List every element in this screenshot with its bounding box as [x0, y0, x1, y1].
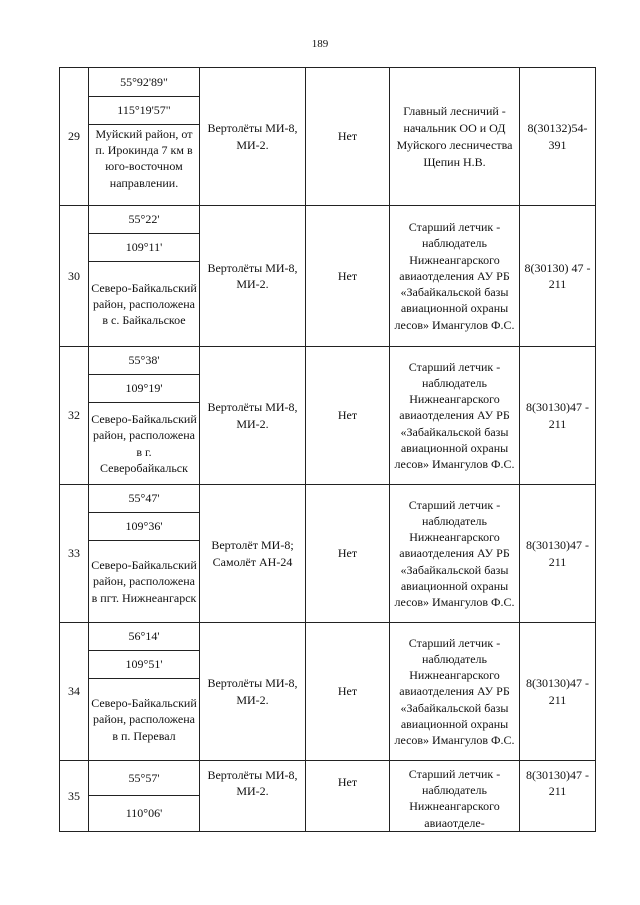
longitude-cell: 109°51': [89, 651, 200, 679]
location-cell: Северо-Байкальский район, расположена в п. Перевал: [89, 679, 200, 761]
row-number: 30: [60, 206, 89, 347]
phone-cell: 8(30130)47 - 211: [520, 761, 596, 832]
table-row: [60, 68, 596, 97]
presence-cell: Нет: [306, 623, 390, 761]
aircraft-cell: Вертолёты МИ-8, МИ-2.: [200, 347, 306, 485]
aircraft-cell: Вертолёты МИ-8, МИ-2.: [200, 68, 306, 206]
longitude-cell: 115°19'57": [89, 97, 200, 125]
contact-cell: Старший летчик - наблюдатель Нижнеангарского авиаотделения АУ РБ «Забайкальской базы авиационной охраны лесов» Имангулов Ф.С.: [390, 347, 520, 485]
table-row: [60, 761, 596, 796]
contact-cell: Старший летчик - наблюдатель Нижнеангарского авиаотделения АУ РБ «Забайкальской базы авиационной охраны лесов» Имангулов Ф.С.: [390, 623, 520, 761]
phone-cell: 8(30130) 47 - 211: [520, 206, 596, 347]
longitude-cell: 109°11': [89, 234, 200, 262]
latitude-cell: 55°92'89": [89, 68, 200, 97]
latitude-cell: 55°47': [89, 485, 200, 513]
longitude-cell: 109°36': [89, 513, 200, 541]
latitude-cell: 55°22': [89, 206, 200, 234]
phone-cell: 8(30132)54-391: [520, 68, 596, 206]
phone-cell: 8(30130)47 - 211: [520, 485, 596, 623]
row-number: 29: [60, 68, 89, 206]
row-number: 35: [60, 761, 89, 832]
aircraft-cell: Вертолёты МИ-8, МИ-2.: [200, 206, 306, 347]
table-row: [60, 206, 596, 234]
contact-cell: Старший летчик - наблюдатель Нижнеангарского авиаотделения АУ РБ «Забайкальской базы авиационной охраны лесов» Имангулов Ф.С.: [390, 206, 520, 347]
airfields-table: [59, 67, 596, 832]
location-cell: Северо-Байкальский район, расположена в с. Байкальское: [89, 262, 200, 347]
row-number: 32: [60, 347, 89, 485]
contact-cell: Главный лесничий - начальник ОО и ОД Муйского лесничества Щепин Н.В.: [390, 68, 520, 206]
location-cell: Северо-Байкальский район, расположена в пгт. Нижнеангарск: [89, 541, 200, 623]
table-row: [60, 623, 596, 651]
page-number: 189: [311, 38, 329, 50]
aircraft-cell: Вертолёты МИ-8, МИ-2.: [200, 623, 306, 761]
presence-cell: Нет: [306, 485, 390, 623]
row-number: 34: [60, 623, 89, 761]
phone-cell: 8(30130)47 - 211: [520, 347, 596, 485]
row-number: 33: [60, 485, 89, 623]
location-cell: Северо-Байкальский район, расположена в г. Северобайкальск: [89, 403, 200, 485]
longitude-cell: 110°06': [89, 795, 200, 831]
presence-cell: Нет: [306, 68, 390, 206]
phone-cell: 8(30130)47 - 211: [520, 623, 596, 761]
presence-cell: Нет: [306, 761, 390, 832]
longitude-cell: 109°19': [89, 375, 200, 403]
latitude-cell: 55°38': [89, 347, 200, 375]
contact-cell: Старший летчик - наблюдатель Нижнеангарского авиаотделения АУ РБ «Забайкальской базы авиационной охраны лесов» Имангулов Ф.С.: [390, 485, 520, 623]
presence-cell: Нет: [306, 347, 390, 485]
table-row: [60, 485, 596, 513]
latitude-cell: 55°57': [89, 761, 200, 796]
aircraft-cell: Вертолёты МИ-8, МИ-2.: [200, 761, 306, 832]
aircraft-cell: Вертолёт МИ-8; Самолёт АН-24: [200, 485, 306, 623]
location-cell: Муйский район, от п. Ирокинда 7 км в юго-восточном направлении.: [89, 125, 200, 206]
latitude-cell: 56°14': [89, 623, 200, 651]
contact-cell: Старший летчик - наблюдатель Нижнеангарского авиаотделе-: [390, 761, 520, 832]
table-row: [60, 347, 596, 375]
presence-cell: Нет: [306, 206, 390, 347]
